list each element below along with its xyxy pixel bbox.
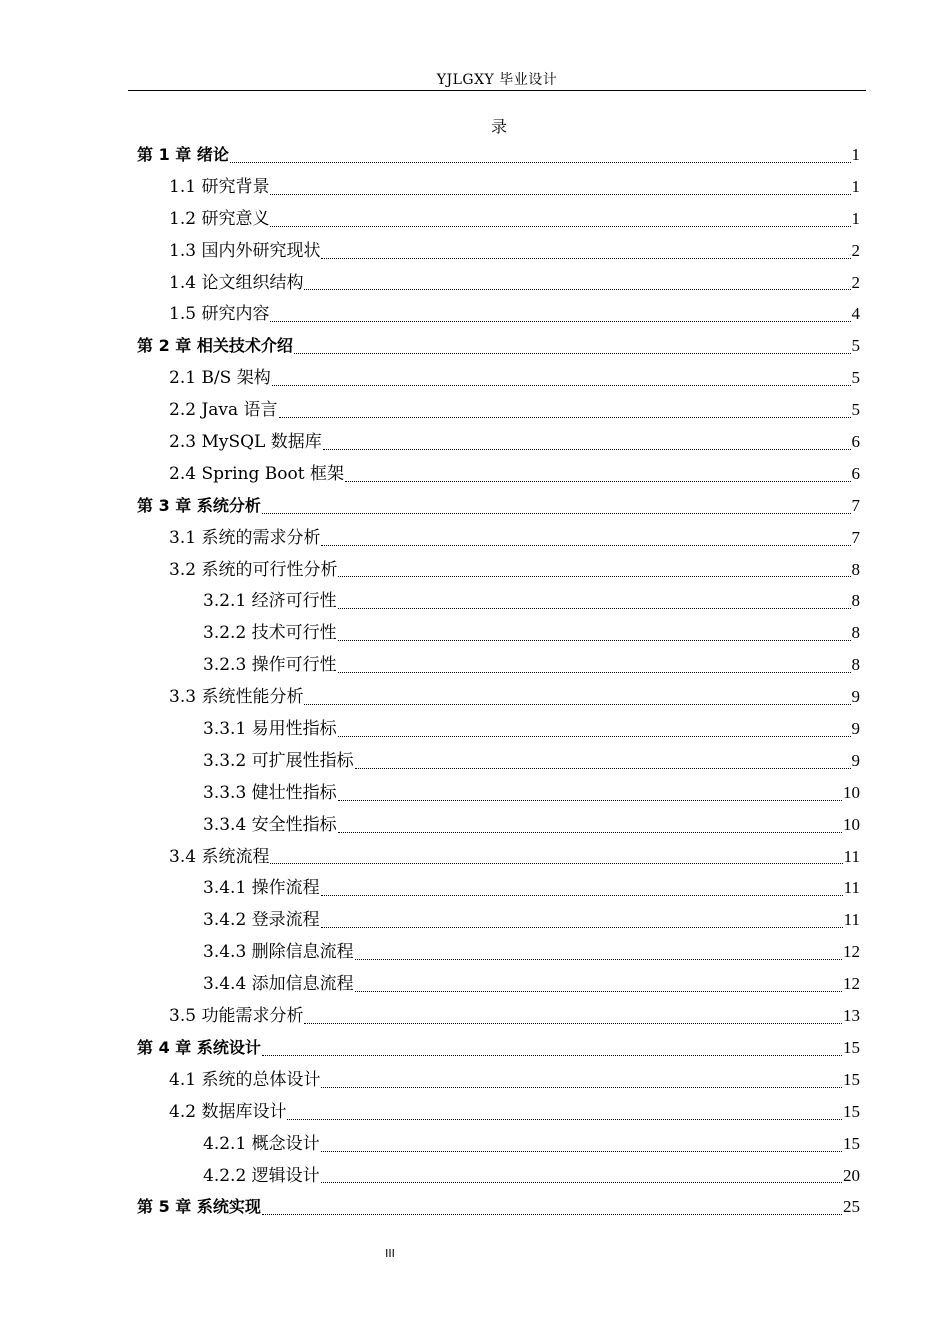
toc-dot-leader [338, 576, 850, 577]
toc-dot-leader [321, 258, 850, 259]
toc-entry[interactable] [137, 745, 860, 777]
toc-entry[interactable] [137, 649, 860, 681]
page-header: YJLGXY 毕业设计 [436, 72, 558, 88]
toc-dot-leader [270, 226, 850, 227]
toc-entry-label: 3.2.3 操作可行性 [203, 655, 337, 676]
toc-entry-page: 4 [851, 304, 860, 324]
toc-entry-label: 2.3 MySQL 数据库 [169, 432, 322, 453]
toc-entry-page: 15 [843, 1133, 860, 1153]
toc-entry-label: 第 3 章 系统分析 [137, 495, 261, 515]
toc-entry-label: 3.3.4 安全性指标 [203, 814, 337, 835]
toc-dot-leader [338, 608, 851, 609]
toc-dot-leader [262, 1055, 842, 1056]
toc-dot-leader [355, 991, 842, 992]
toc-dot-leader [321, 927, 843, 928]
toc-dot-leader [338, 832, 842, 833]
toc-entry[interactable] [137, 936, 860, 968]
toc-entry-label: 3.4.3 删除信息流程 [203, 942, 354, 963]
toc-entry[interactable] [137, 1000, 860, 1032]
toc-dot-leader [338, 800, 842, 801]
toc-dot-leader [323, 449, 851, 450]
toc-entry-page: 9 [851, 687, 860, 707]
toc-entry-page: 9 [851, 719, 860, 739]
toc-entry-label: 第 5 章 系统实现 [137, 1197, 261, 1217]
toc-entry[interactable] [137, 968, 860, 1000]
toc-entry-label: 3.3.2 可扩展性指标 [203, 750, 354, 771]
toc-entry[interactable] [137, 490, 860, 522]
toc-dot-leader [279, 417, 851, 418]
toc-dot-leader [262, 1214, 842, 1215]
toc-entry-label: 3.2 系统的可行性分析 [169, 559, 338, 580]
toc-entry-page: 5 [851, 368, 860, 388]
toc-entry-page: 7 [851, 495, 860, 515]
toc-entry-label: 第 2 章 相关技术介绍 [137, 336, 293, 356]
toc-entry-label: 1.2 研究意义 [169, 208, 270, 229]
toc-entry[interactable] [137, 458, 860, 490]
toc-entry[interactable] [137, 267, 860, 299]
toc-entry-page: 15 [843, 1101, 860, 1121]
toc-entry[interactable] [137, 171, 860, 203]
toc-entry[interactable] [137, 235, 860, 267]
toc-entry-label: 2.1 B/S 架构 [169, 368, 271, 389]
toc-entry-label: 3.4.4 添加信息流程 [203, 974, 354, 995]
toc-entry-page: 6 [851, 432, 860, 452]
toc-entry-label: 1.4 论文组织结构 [169, 272, 304, 293]
toc-entry-page: 8 [851, 591, 860, 611]
toc-entry[interactable] [137, 298, 860, 330]
toc-entry-page: 5 [851, 336, 860, 356]
toc-entry-label: 3.4 系统流程 [169, 846, 270, 867]
toc-entry[interactable] [137, 617, 860, 649]
toc-entry[interactable] [137, 330, 860, 362]
toc-dot-leader [355, 959, 842, 960]
toc-entry-label: 2.4 Spring Boot 框架 [169, 463, 344, 484]
toc-entry[interactable] [137, 394, 860, 426]
toc-dot-leader [304, 704, 850, 705]
toc-entry-page: 1 [851, 208, 860, 228]
toc-entry-page: 10 [843, 782, 860, 802]
toc-dot-leader [321, 1151, 842, 1152]
toc-entry-page: 13 [843, 1006, 860, 1026]
toc-entry-label: 3.2.1 经济可行性 [203, 591, 337, 612]
toc-entry-label: 4.2 数据库设计 [169, 1101, 287, 1122]
toc-entry-label: 第 1 章 绪论 [137, 145, 229, 164]
toc-entry-label: 3.3.3 健壮性指标 [203, 782, 337, 803]
toc-entry-label: 3.1 系统的需求分析 [169, 527, 321, 548]
toc-dot-leader [321, 895, 843, 896]
toc-entry-page: 20 [843, 1165, 860, 1185]
toc-entry[interactable] [137, 554, 860, 586]
toc-dot-leader [294, 353, 851, 354]
toc-entry[interactable] [137, 777, 860, 809]
toc-entry[interactable] [137, 1032, 860, 1064]
toc-dot-leader [272, 385, 851, 386]
toc-entry-page: 9 [851, 750, 860, 770]
toc-dot-leader [338, 640, 851, 641]
toc-entry-label: 3.4.1 操作流程 [203, 878, 320, 899]
toc-entry[interactable] [137, 1191, 860, 1223]
toc-entry-page: 2 [851, 240, 860, 260]
toc-entry[interactable] [137, 1064, 860, 1096]
toc-entry[interactable] [137, 585, 860, 617]
toc-entry-label: 3.5 功能需求分析 [169, 1006, 304, 1027]
toc-entry-page: 8 [851, 655, 860, 675]
toc-entry-label: 1.3 国内外研究现状 [169, 240, 321, 261]
toc-entry[interactable] [137, 362, 860, 394]
toc-entry-page: 11 [843, 846, 860, 866]
toc-entry-page: 25 [843, 1197, 860, 1217]
page-number-footer: III [385, 1247, 395, 1260]
toc-entry-page: 12 [843, 974, 860, 994]
toc-entry[interactable] [137, 426, 860, 458]
toc-entry[interactable] [137, 1128, 860, 1160]
toc-entry-page: 10 [843, 814, 860, 834]
toc-entry-page: 8 [851, 623, 860, 643]
toc-entry-label: 第 4 章 系统设计 [137, 1037, 261, 1057]
toc-entry-page: 15 [843, 1069, 860, 1089]
table-of-contents [137, 139, 860, 1223]
toc-entry[interactable] [137, 139, 860, 171]
toc-dot-leader [304, 289, 850, 290]
toc-entry[interactable] [137, 841, 860, 873]
toc-entry-page: 1 [851, 176, 860, 196]
toc-entry[interactable] [137, 809, 860, 841]
toc-entry-page: 12 [843, 942, 860, 962]
toc-dot-leader [262, 513, 851, 514]
toc-entry-page: 2 [851, 272, 860, 292]
toc-entry[interactable] [137, 904, 860, 936]
toc-dot-leader [321, 545, 850, 546]
toc-entry[interactable] [137, 1096, 860, 1128]
toc-title: 录 [490, 117, 507, 136]
toc-dot-leader [338, 736, 851, 737]
toc-entry-page: 8 [851, 559, 860, 579]
toc-entry-page: 15 [843, 1037, 860, 1057]
toc-dot-leader [270, 863, 842, 864]
header-rule [128, 90, 866, 91]
toc-entry[interactable] [137, 1160, 860, 1192]
toc-entry-page: 7 [851, 527, 860, 547]
toc-entry[interactable] [137, 872, 860, 904]
toc-entry-label: 4.2.2 逻辑设计 [203, 1165, 320, 1186]
toc-entry[interactable] [137, 713, 860, 745]
toc-entry-page: 11 [843, 878, 860, 898]
toc-dot-leader [321, 1087, 842, 1088]
toc-dot-leader [355, 768, 851, 769]
toc-entry[interactable] [137, 203, 860, 235]
toc-entry-label: 1.5 研究内容 [169, 304, 270, 325]
toc-entry-page: 5 [851, 400, 860, 420]
toc-entry-label: 1.1 研究背景 [169, 176, 270, 197]
toc-dot-leader [338, 672, 851, 673]
toc-entry-label: 3.3 系统性能分析 [169, 687, 304, 708]
toc-dot-leader [304, 1023, 842, 1024]
toc-entry-label: 3.3.1 易用性指标 [203, 719, 337, 740]
toc-dot-leader [230, 162, 851, 163]
toc-entry-page: 11 [843, 910, 860, 930]
toc-entry-label: 2.2 Java 语言 [169, 400, 278, 421]
toc-entry[interactable] [137, 522, 860, 554]
toc-entry-page: 6 [851, 463, 860, 483]
toc-entry-label: 3.4.2 登录流程 [203, 910, 320, 931]
toc-entry-label: 4.1 系统的总体设计 [169, 1069, 321, 1090]
toc-dot-leader [270, 194, 850, 195]
toc-entry-label: 3.2.2 技术可行性 [203, 623, 337, 644]
toc-entry-page: 1 [851, 145, 860, 164]
toc-dot-leader [345, 481, 851, 482]
toc-dot-leader [321, 1182, 842, 1183]
toc-dot-leader [270, 321, 850, 322]
toc-dot-leader [287, 1119, 842, 1120]
toc-entry[interactable] [137, 681, 860, 713]
toc-entry-label: 4.2.1 概念设计 [203, 1133, 320, 1154]
